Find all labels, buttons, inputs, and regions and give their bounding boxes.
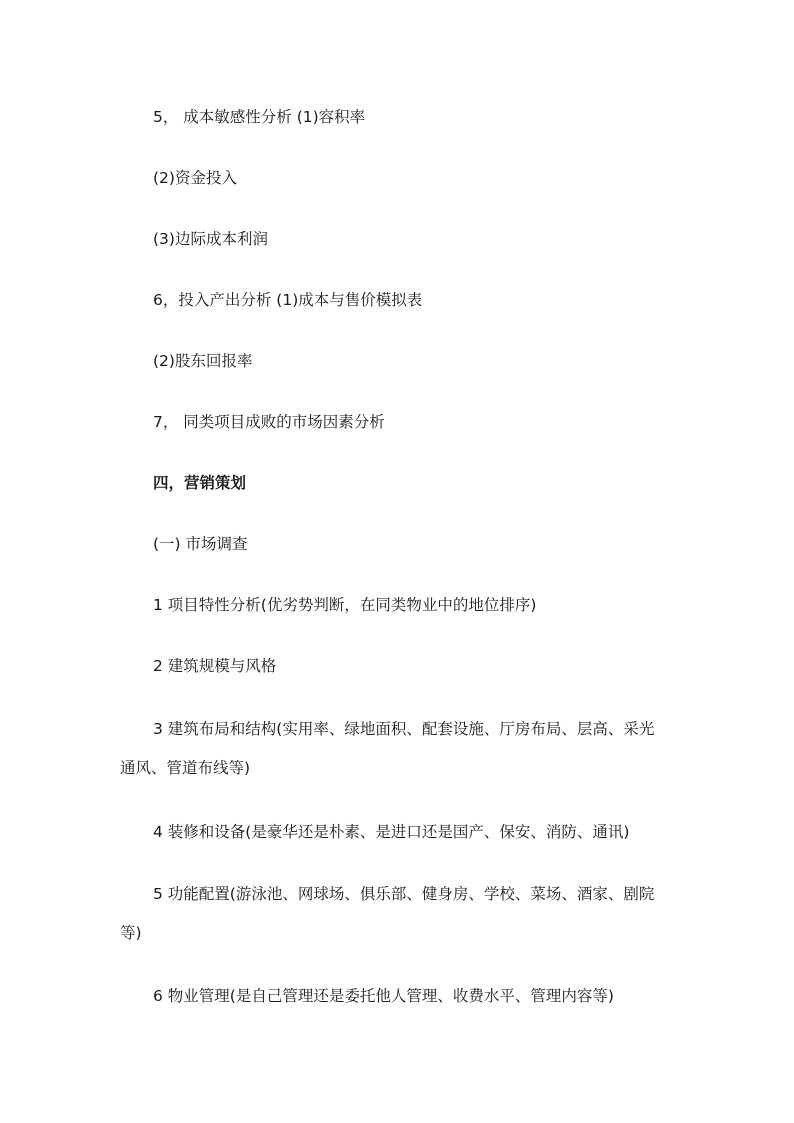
paragraph-function-config — [120, 875, 680, 953]
section-heading-marketing — [120, 464, 680, 503]
text-line: (2)股东回报率 — [153, 352, 253, 370]
text-line: 2 建筑规模与风格 — [153, 657, 277, 675]
paragraph-marginal-cost — [120, 220, 680, 259]
text-line: (2)资金投入 — [153, 169, 237, 187]
text-line-wrap: 通风、管道布线等) — [120, 759, 251, 777]
paragraph-cost-sensitivity — [120, 98, 680, 137]
text-line: (3)边际成本利润 — [153, 230, 268, 248]
text-line: 3 建筑布局和结构(实用率、绿地面积、配套设施、厅房布局、层高、采光 — [153, 720, 655, 738]
paragraph-market-factors — [120, 403, 680, 442]
paragraph-input-output — [120, 281, 680, 320]
heading-text: 四，营销策划 — [153, 474, 247, 492]
text-line: 7， 同类项目成败的市场因素分析 — [153, 413, 385, 431]
text-line: 4 装修和设备(是豪华还是朴素、是进口还是国产、保安、消防、通讯) — [153, 823, 630, 841]
paragraph-project-features — [120, 586, 680, 625]
paragraph-building-scale — [120, 647, 680, 686]
subsection-market-survey — [120, 525, 680, 564]
paragraph-capital-input — [120, 159, 680, 198]
text-line: 5 功能配置(游泳池、网球场、俱乐部、健身房、学校、菜场、酒家、剧院 — [153, 885, 655, 903]
paragraph-property-management — [120, 977, 680, 1016]
text-line: 6 物业管理(是自己管理还是委托他人管理、收费水平、管理内容等) — [153, 987, 614, 1005]
text-line: 1 项目特性分析(优劣势判断，在同类物业中的地位排序) — [153, 596, 537, 614]
text-line: (一) 市场调查 — [153, 535, 248, 553]
paragraph-shareholder-return — [120, 342, 680, 381]
paragraph-decoration-equipment — [120, 813, 680, 852]
text-line: 6，投入产出分析 (1)成本与售价模拟表 — [153, 291, 423, 309]
paragraph-building-layout — [120, 710, 680, 788]
text-line: 5， 成本敏感性分析 (1)容积率 — [153, 108, 366, 126]
text-line-wrap: 等) — [120, 924, 142, 942]
